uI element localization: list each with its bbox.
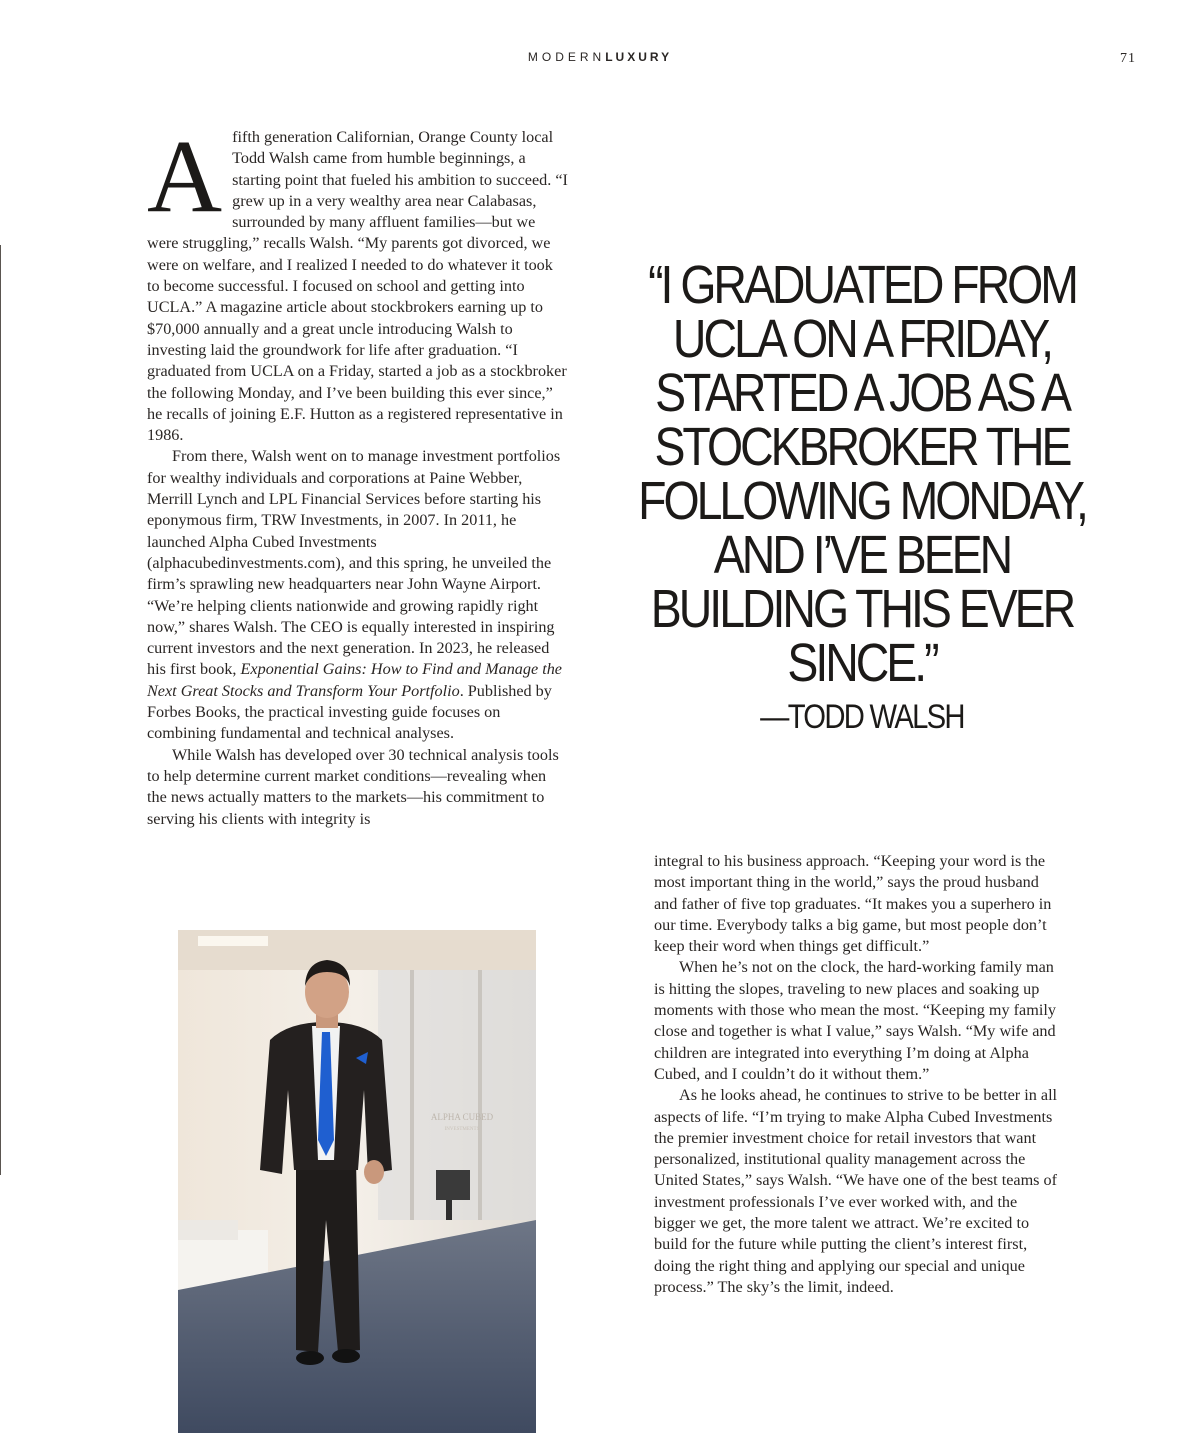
article-right-column — [654, 851, 1062, 1298]
book-title: Exponential Gains: How to Find and Manage the Next Great Stocks and Transform Your Portfolio — [147, 660, 562, 700]
masthead-brand-light: MODERN — [527, 50, 606, 64]
chair-post — [446, 1200, 452, 1220]
page-number: 71 — [1120, 51, 1136, 66]
magazine-masthead — [0, 50, 1200, 64]
office-chair — [436, 1170, 470, 1200]
paragraph-2 — [147, 446, 569, 744]
paragraph-5: When he’s not on the clock, the hard-working family man is hitting the slopes, traveling to new places and soaking up moments with those who mean the most. “Keeping my family close and together is what I value,” says Walsh. “My wife and children are integrated into everything I’m doing at Alpha Cubed, and I couldn’t do it without them.” — [654, 958, 1056, 1083]
pull-quote — [612, 255, 1112, 736]
glass-frame — [410, 970, 414, 1220]
paragraph-6: As he looks ahead, he continues to strive to be better in all aspects of life. “I’m trying to make Alpha Cubed Investments the premier investment choice for retail investors that want personalized, institutional quality management across the United States,” says Walsh. “We have one of the best teams of investment professionals I’ve ever worked with, and the bigger we get, the more talent we attract. We’re excited to build for the future while putting the client’s interest first, doing the right thing and applying our special and unique process.” The sky’s the limit, indeed. — [654, 1086, 1058, 1296]
page-edge-rule — [0, 245, 1, 1175]
paragraph-1 — [147, 119, 569, 446]
paragraph-1-text: fifth generation Californian, Orange County local Todd Walsh came from humble beginnings, a starting point that fueled his ambition to succeed. “I grew up in a very wealthy area near Calabasas, surrounded by many affluent families—but we were struggling,” recalls Walsh. “My parents got divorced, we were on welfare, and I realized I needed to do whatever it took to become successful. I focused on school and getting into UCLA.” A magazine article about stockbrokers earning up to $70,000 annually and a great uncle introducing Walsh to investing laid the groundwork for life after graduation. “I graduated from UCLA on a Friday, started a job as a stockbroker the following Monday, and I’ve been building this ever since,” he recalls of joining E.F. Hutton as a registered representative in 1986. — [147, 128, 568, 445]
paragraph-3: While Walsh has developed over 30 technical analysis tools to help determine current market conditions—revealing when the news actually matters to the markets—his commitment to serving his clients with integrity is — [147, 745, 559, 828]
masthead-brand-bold: LUXURY — [605, 50, 673, 64]
paragraph-2-text-a: From there, Walsh went on to manage investment portfolios for wealthy individuals and corporations at Paine Webber, Merrill Lynch and LPL Financial Services before starting his eponymous firm, TRW Investments, in 2007. In 2011, he launched Alpha Cubed Investments (alphacubedinvestments.com), and this spring, he unveiled the firm’s sprawling new headquarters near John Wayne Airport. “We’re helping clients nationwide and growing rapidly right now,” shares Walsh. The CEO is equally interested in inspiring current investors and the next generation. In 2023, he released his first book, — [147, 447, 561, 679]
portrait-photo — [178, 930, 536, 1433]
ceiling-light — [198, 936, 268, 946]
drop-cap: A — [147, 119, 223, 234]
office-sign-sub: INVESTMENTS — [444, 1127, 480, 1132]
article-left-column — [147, 119, 569, 830]
pull-quote-attribution: —TODD WALSH — [760, 698, 964, 736]
paragraph-2-text-b: . Published by Forbes Books, the practical investing guide focuses on combining fundamental and technical analyses. — [147, 681, 552, 743]
sofa-back — [178, 1220, 238, 1240]
paragraph-4: integral to his business approach. “Keeping your word is the most important thing in the world,” says the proud husband and father of five top graduates. “It makes you a superhero in our time. Everybody talks a big game, but most people don’t keep their word when things get difficult.” — [654, 852, 1052, 956]
office-sign: ALPHA CUBED — [430, 1112, 494, 1122]
pull-quote-text: “I GRADUATED FROM UCLA ON A FRIDAY, STARTED A JOB AS A STOCKBROKER THE FOLLOWING MONDAY, AND I’VE BEEN BUILDING THIS EVER SINCE.” — [638, 255, 1086, 693]
glass-frame-2 — [478, 970, 482, 1220]
portrait-illustration — [178, 930, 536, 1433]
